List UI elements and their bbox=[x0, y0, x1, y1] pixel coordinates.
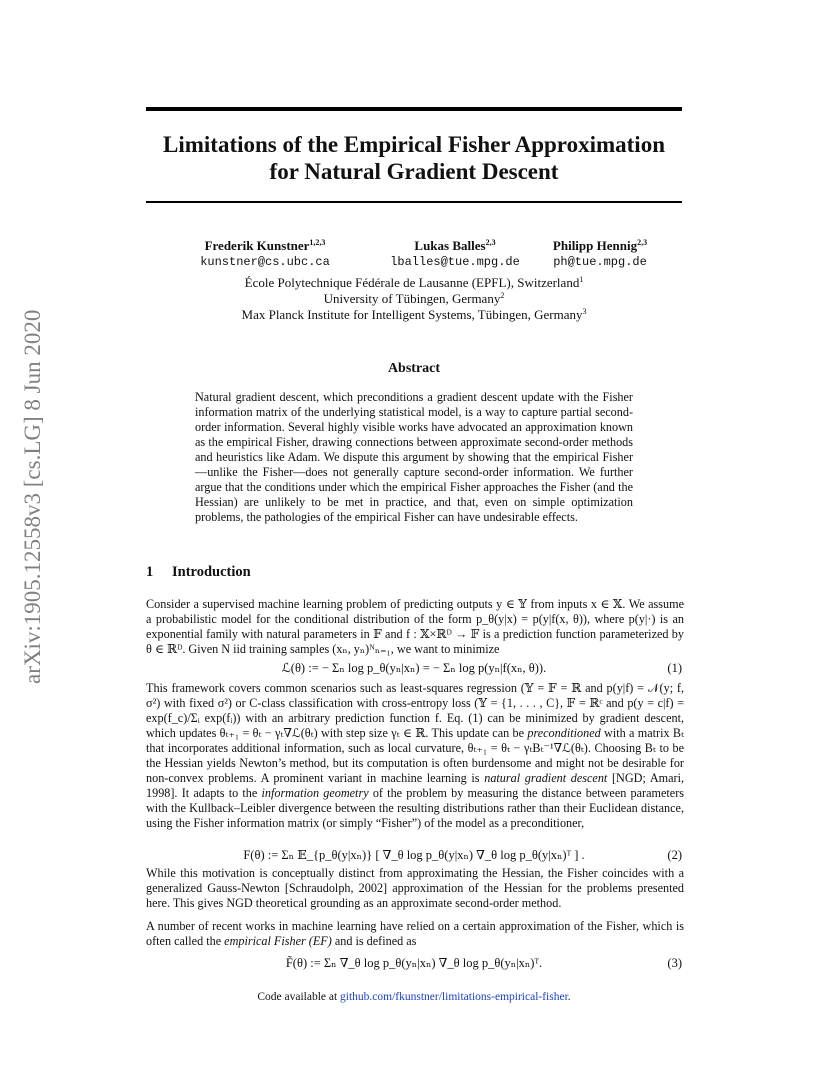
section-heading bbox=[146, 563, 682, 581]
author-block-kunstner bbox=[190, 238, 340, 270]
equation-expression: F̃(θ) := Σₙ ∇_θ log p_θ(yₙ|xₙ) ∇_θ log p_θ(yₙ|xₙ)ᵀ. bbox=[285, 956, 543, 970]
author-email[interactable]: ph@tue.mpg.de bbox=[553, 255, 647, 269]
paragraph-2: This framework covers common scenarios such as least-squares regression (𝕐 = 𝔽 = ℝ and p(y|f) = 𝒩(y; f, σ²) with fixed σ²) or C-class classification with cross-entropy loss (𝕐 = {1, . . . , C}, 𝔽 = ℝᶜ and p(y = c|f) = exp(f_c)/Σᵢ exp(fᵢ)) with an arbitrary prediction function f. Eq. (1) can be minimized by gradient descent, which updates θₜ₊₁ = θₜ − γₜ∇ℒ(θₜ) with step size γₜ ∈ ℝ. This update can be preconditioned with a matrix Bₜ that incorporates additional information, such as local curvature, θₜ₊₁ = θₜ − γₜBₜ⁻¹∇ℒ(θₜ). Choosing Bₜ to be the Hessian yields Newton’s method, but its computation is often burdensome and might not be desirable for non-convex problems. A prominent variant in machine learning is natural gradient descent [NGD; Amari, 1998]. It adapts to the information geometry of the problem by measuring the distance between parameters with the Kullback–Leibler divergence between the resulting distributions rather than their Euclidean distance, using the Fisher information matrix (or simply “Fisher”) of the model as a preconditioner, bbox=[146, 681, 685, 830]
abstract-body: Natural gradient descent, which preconditions a gradient descent update with the Fisher information matrix of the underlying statistical model, is a way to capture partial second-order information. Several highly visible works have advocated an approximation known as the empirical Fisher, drawing connections between approximate second-order methods and heuristics like Adam. We dispute this argument by showing that the empirical Fisher—unlike the Fisher—does not generally capture second-order information. We further argue that the conditions under which the empirical Fisher approaches the Fisher (and the Hessian) are unlikely to be met in practice, and that, even on simple optimization problems, the pathologies of the empirical Fisher can have undesirable effects. bbox=[195, 390, 633, 524]
title-rule-bottom bbox=[146, 201, 682, 203]
section-number: 1 bbox=[146, 564, 154, 580]
author-name: Lukas Balles bbox=[414, 238, 486, 253]
emphasis-natural-gradient: natural gradient descent bbox=[484, 771, 608, 785]
affiliation-line: Max Planck Institute for Intelligent Systems, Tübingen, Germany$^3$ bbox=[241, 307, 587, 322]
abstract-heading: Abstract bbox=[387, 361, 441, 376]
author-email[interactable]: lballes@tue.mpg.de bbox=[390, 255, 520, 269]
equation-number: (3) bbox=[667, 956, 682, 970]
paragraph-1: Consider a supervised machine learning problem of predicting outputs y ∈ 𝕐 from inputs x ∈ 𝕏. We assume a probabilistic model for the conditional distribution of the form p_θ(y|x) = p(y|f(x, θ)), where p(y|·) is an exponential family with natural parameters in 𝔽 and f : 𝕏×ℝᴰ → 𝔽 is a prediction function parameterized by θ ∈ ℝᴰ. Given N iid training samples (xₙ, yₙ)ᴺₙ₌₁, we want to minimize bbox=[146, 597, 684, 656]
equation-3 bbox=[146, 955, 682, 971]
author-block-balles bbox=[385, 238, 525, 270]
emphasis-empirical-fisher: empirical Fisher (EF) bbox=[224, 934, 332, 948]
affiliations bbox=[146, 275, 682, 323]
title-line-2: for Natural Gradient Descent bbox=[269, 159, 559, 184]
author-affil-sup: 1,2,3 bbox=[309, 238, 326, 247]
equation-number: (2) bbox=[667, 848, 682, 862]
equation-expression: ℒ(θ) := − Σₙ log p_θ(yₙ|xₙ) = − Σₙ log p(yₙ|f(xₙ, θ)). bbox=[281, 661, 547, 675]
emphasis-preconditioned: preconditioned bbox=[527, 726, 601, 740]
affiliation-line: École Polytechnique Fédérale de Lausanne (EPFL), Switzerland$^1$ bbox=[244, 275, 584, 290]
paper-title bbox=[146, 131, 682, 185]
title-rule-top bbox=[146, 107, 682, 111]
emphasis-information-geometry: information geometry bbox=[261, 786, 369, 800]
code-footnote: Code available at github.com/fkunstner/limitations-empirical-fisher. bbox=[257, 991, 571, 1003]
code-link[interactable]: github.com/fkunstner/limitations-empirical-fisher bbox=[340, 991, 568, 1003]
author-name: Philipp Hennig bbox=[552, 238, 638, 253]
equation-1 bbox=[146, 660, 682, 676]
title-line-1: Limitations of the Empirical Fisher Approximation bbox=[163, 132, 665, 157]
author-name: Frederik Kunstner bbox=[204, 238, 310, 253]
equation-2 bbox=[146, 847, 682, 863]
author-affil-sup: 2,3 bbox=[637, 238, 648, 247]
author-affil-sup: 2,3 bbox=[485, 238, 496, 247]
paragraph-3: While this motivation is conceptually distinct from approximating the Hessian, the Fisher coincides with a generalized Gauss-Newton [Schraudolph, 2002] approximation of the Hessian for the problems presented here. This gives NGD theoretical grounding as an approximate second-order method. bbox=[146, 866, 684, 910]
author-block-hennig bbox=[540, 238, 660, 270]
author-email[interactable]: kunstner@cs.ubc.ca bbox=[200, 255, 330, 269]
paragraph-4: A number of recent works in machine learning have relied on a certain approximation of the Fisher, which is often called the empirical Fisher (EF) and is defined as bbox=[146, 919, 684, 948]
equation-expression: F(θ) := Σₙ 𝔼_{p_θ(y|xₙ)} [ ∇_θ log p_θ(y|xₙ) ∇_θ log p_θ(y|xₙ)ᵀ ] . bbox=[243, 848, 585, 862]
section-title: Introduction bbox=[172, 564, 251, 580]
arxiv-stamp: arXiv:1905.12558v3 [cs.LG] 8 Jun 2020 bbox=[20, 309, 45, 684]
equation-number: (1) bbox=[667, 661, 682, 675]
affiliation-line: University of Tübingen, Germany$^2$ bbox=[323, 291, 505, 306]
